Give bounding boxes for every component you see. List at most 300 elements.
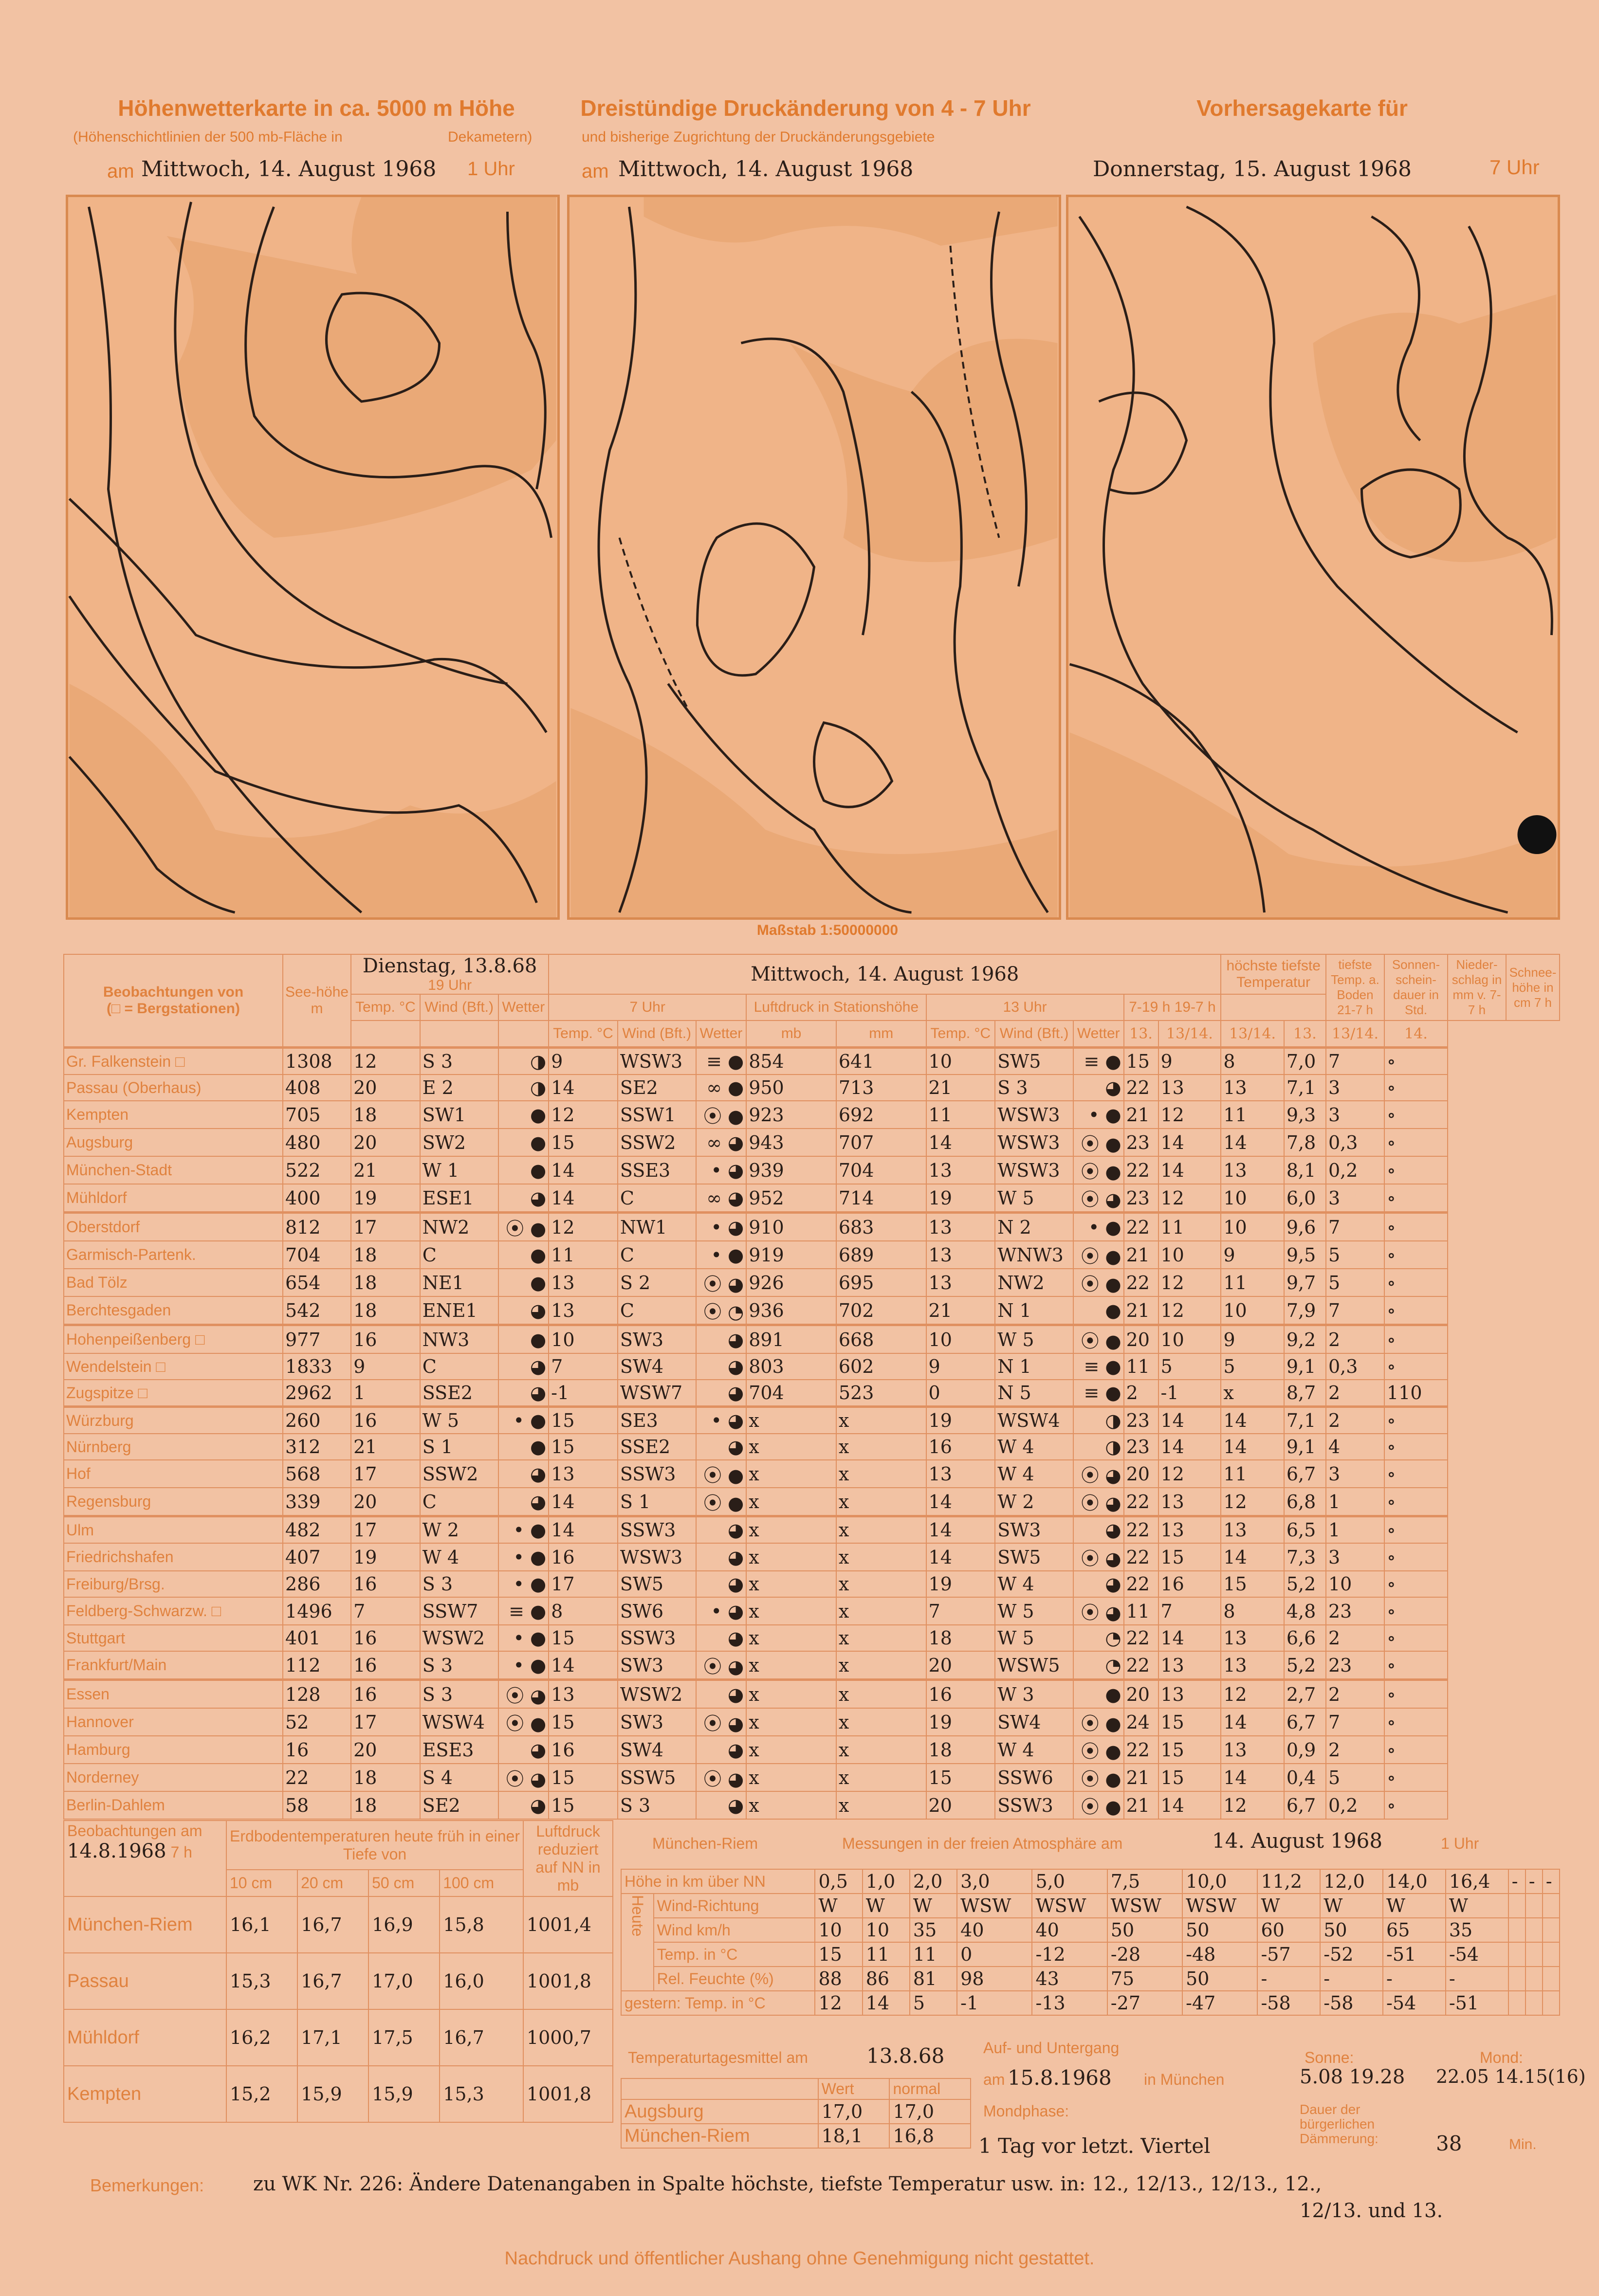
cell-value: 22	[1124, 1736, 1158, 1764]
aero-value	[1525, 1967, 1543, 1991]
aero-row-label: Wind-Richtung	[654, 1894, 815, 1918]
cell-value: ●	[498, 1101, 549, 1129]
cell-value: WSW4	[420, 1708, 498, 1736]
cell-value: 23	[1326, 1651, 1384, 1680]
cell-value: 5	[1326, 1269, 1384, 1296]
cell-value: C	[420, 1241, 498, 1269]
cell-value: 2	[1326, 1736, 1384, 1764]
cell-value: WSW2	[618, 1680, 696, 1709]
cell-value: 13	[926, 1241, 995, 1269]
cell-value: SSW2	[618, 1129, 696, 1156]
cell-value: 2	[1124, 1380, 1158, 1407]
soil-title-cell	[64, 1821, 226, 1896]
cell-value: 15	[549, 1791, 618, 1819]
cell-value: 12	[1158, 1296, 1221, 1325]
aero-value: -27	[1107, 1991, 1182, 2015]
aero-height: 12,0	[1320, 1869, 1383, 1894]
aero-value	[1508, 1918, 1525, 1942]
forecast-map	[1066, 195, 1560, 920]
soil-date: 14.8.1968	[67, 1840, 166, 1862]
cell-value: ∘	[1384, 1269, 1448, 1296]
cell-value: 9	[549, 1048, 618, 1075]
cell-value: ⦿ ◕	[1073, 1543, 1124, 1571]
obs-date-1314c: 13/14.	[1326, 1020, 1384, 1048]
soil-col-10: 10 cm	[226, 1870, 297, 1896]
cell-value: 21	[351, 1434, 420, 1460]
tm-value: 17,0	[889, 2099, 971, 2124]
cell-value: SW3	[618, 1708, 696, 1736]
cell-value: C	[618, 1184, 696, 1213]
aero-height: 2,0	[910, 1869, 957, 1894]
table-row	[64, 1651, 1560, 1680]
cell-value: x	[746, 1736, 836, 1764]
soil-station: Mühldorf	[64, 2009, 226, 2066]
cell-value: x	[746, 1407, 836, 1434]
table-row	[64, 1764, 1560, 1791]
cell-value: 0,3	[1326, 1129, 1384, 1156]
cell-value: 8	[1221, 1597, 1284, 1625]
aero-value	[1543, 1942, 1560, 1967]
cell-value: ●	[498, 1156, 549, 1184]
tm-wert: Wert	[818, 2078, 890, 2099]
aero-station: München-Riem	[652, 1835, 758, 1852]
cell-value: SSW6	[995, 1764, 1073, 1791]
aero-height: 11,2	[1257, 1869, 1320, 1894]
cell-value: SSW3	[995, 1791, 1073, 1819]
cell-value: 3	[1326, 1101, 1384, 1129]
cell-value: ◕	[696, 1434, 747, 1460]
cell-value: 23	[1124, 1434, 1158, 1460]
cell-value: 21	[1124, 1764, 1158, 1791]
cell-value: 14	[1221, 1708, 1284, 1736]
cell-value: ⦿ ◕	[498, 1680, 549, 1709]
cell-value: ≡ ●	[498, 1597, 549, 1625]
forecast-isobars	[1068, 197, 1558, 917]
aero-value: WSW	[1182, 1894, 1257, 1918]
cell-value: 16	[351, 1625, 420, 1651]
obs-mittwoch-date: Mittwoch, 14. August 1968	[751, 963, 1019, 985]
cell-value: W 4	[995, 1736, 1073, 1764]
cell-value: SW5	[995, 1048, 1073, 1075]
soil-value: 17,1	[297, 2009, 368, 2066]
obs-height-header	[283, 954, 351, 1048]
cell-value: 13	[926, 1269, 995, 1296]
cell-value: 19	[351, 1543, 420, 1571]
cell-value: W 2	[995, 1488, 1073, 1516]
cell-value: 7,1	[1284, 1407, 1326, 1434]
cell-value: ⦿ ◕	[696, 1269, 747, 1296]
obs-h2: 19-7 h	[1174, 999, 1216, 1015]
cell-value: ◕	[696, 1680, 747, 1709]
cell-value: SSE2	[618, 1434, 696, 1460]
aero-value: W	[1383, 1894, 1446, 1918]
cell-value: 2,7	[1284, 1680, 1326, 1709]
cell-value: 312	[283, 1434, 351, 1460]
map2-am: am	[582, 161, 609, 182]
sun-mond-label: Mond:	[1480, 2049, 1523, 2066]
cell-value: W 5	[995, 1184, 1073, 1213]
cell-value: ◕	[498, 1380, 549, 1407]
cell-value: ∘	[1384, 1325, 1448, 1354]
aero-value: W	[910, 1894, 957, 1918]
soil-value: 15,3	[226, 1953, 297, 2009]
table-row	[64, 1156, 1560, 1184]
cell-value: 14	[1158, 1625, 1221, 1651]
table-row	[64, 1048, 1560, 1075]
cell-value: ∘	[1384, 1488, 1448, 1516]
soil-row	[64, 2066, 613, 2122]
cell-value: 9,1	[1284, 1434, 1326, 1460]
cell-value: E 2	[420, 1075, 498, 1101]
cell-value: ⦿ ◕	[696, 1764, 747, 1791]
cell-value: ⦿ ◕	[696, 1651, 747, 1680]
cell-value: SW6	[618, 1597, 696, 1625]
sun-am: am	[983, 2071, 1005, 2088]
soil-value: 15,2	[226, 2066, 297, 2122]
aero-row	[621, 1918, 1560, 1942]
cell-value: 22	[1124, 1156, 1158, 1184]
station-name: Freiburg/Brsg.	[64, 1571, 283, 1597]
station-name: Zugspitze □	[64, 1380, 283, 1407]
cell-value: x	[836, 1571, 926, 1597]
obs-wetter-d-label: Wetter	[498, 994, 549, 1020]
cell-value: x	[746, 1460, 836, 1488]
map1-title: Höhenwetterkarte in ca. 5000 m Höhe	[118, 95, 515, 121]
cell-value: ●	[1073, 1296, 1124, 1325]
aero-date: 14. August 1968	[1212, 1829, 1383, 1853]
cell-value: NW3	[420, 1325, 498, 1354]
soil-value: 17,5	[368, 2009, 440, 2066]
cell-value: 7	[1326, 1048, 1384, 1075]
cell-value: 22	[283, 1764, 351, 1791]
cell-value: S 3	[420, 1048, 498, 1075]
cell-value: ◕	[1073, 1075, 1124, 1101]
cell-value: 11	[1124, 1597, 1158, 1625]
cell-value: x	[836, 1434, 926, 1460]
cell-value: 21	[926, 1296, 995, 1325]
aero-value: 14	[863, 1991, 910, 2015]
aero-value: -13	[1032, 1991, 1107, 2015]
cell-value: 695	[836, 1269, 926, 1296]
cell-value: 11	[926, 1101, 995, 1129]
cell-value: ∘	[1384, 1129, 1448, 1156]
table-row	[64, 1736, 1560, 1764]
cell-value: 12	[1158, 1101, 1221, 1129]
cell-value: ◕	[696, 1380, 747, 1407]
cell-value: ∘	[1384, 1791, 1448, 1819]
cell-value: 6,7	[1284, 1708, 1326, 1736]
cell-value: 705	[283, 1101, 351, 1129]
cell-value: x	[836, 1708, 926, 1736]
cell-value: ◕	[498, 1184, 549, 1213]
obs-d-date-spacer3	[498, 1020, 549, 1048]
cell-value: 9,1	[1284, 1353, 1326, 1380]
cell-value: S 3	[618, 1791, 696, 1819]
station-name: Norderney	[64, 1764, 283, 1791]
cell-value: 16	[351, 1407, 420, 1434]
cell-value: W 5	[995, 1325, 1073, 1354]
table-row	[64, 1708, 1560, 1736]
cell-value: 12	[1221, 1791, 1284, 1819]
cell-value: 14	[1221, 1407, 1284, 1434]
sun-title: Auf- und Untergang	[983, 2039, 1120, 2057]
soil-value: 1001,4	[523, 1896, 613, 1953]
station-name: Gr. Falkenstein □	[64, 1048, 283, 1075]
station-name: Augsburg	[64, 1129, 283, 1156]
cell-value: 18	[351, 1269, 420, 1296]
sun-mond: 22.05 14.15(16)	[1436, 2066, 1586, 2087]
aero-height: 14,0	[1383, 1869, 1446, 1894]
soil-title: Beobachtungen am	[67, 1822, 202, 1840]
cell-value: NW1	[618, 1213, 696, 1241]
cell-value: 17	[549, 1571, 618, 1597]
cell-value: 11	[1158, 1213, 1221, 1241]
cell-value: W 5	[420, 1407, 498, 1434]
tm-station: Augsburg	[621, 2099, 818, 2124]
obs-m13-label: 13 Uhr	[926, 994, 1124, 1020]
cell-value: ◕	[498, 1488, 549, 1516]
aero-value: -52	[1320, 1942, 1383, 1967]
aero-value: -12	[1032, 1942, 1107, 1967]
pressure-change-contours	[570, 197, 1059, 917]
cell-value: 15	[549, 1407, 618, 1434]
cell-value: • ●	[696, 1241, 747, 1269]
aero-value: -58	[1320, 1991, 1383, 2015]
cell-value: 702	[836, 1296, 926, 1325]
cell-value: 400	[283, 1184, 351, 1213]
cell-value: ⦿ ◕	[1073, 1460, 1124, 1488]
cell-value: 20	[351, 1129, 420, 1156]
station-name: Garmisch-Partenk.	[64, 1241, 283, 1269]
cell-value: ⦿ ◕	[1073, 1488, 1124, 1516]
aero-value: 12	[815, 1991, 862, 2015]
cell-value: 704	[746, 1380, 836, 1407]
soil-table	[63, 1820, 613, 2123]
cell-value: 6,7	[1284, 1460, 1326, 1488]
station-name: Bad Tölz	[64, 1269, 283, 1296]
cell-value: 1	[351, 1380, 420, 1407]
soil-erd-title: Erdbodentemperaturen heute früh in einer Tiefe von	[226, 1821, 523, 1870]
cell-value: ≡ ●	[1073, 1380, 1124, 1407]
sun-date: 15.8.1968	[1008, 2066, 1112, 2090]
cell-value: ESE3	[420, 1736, 498, 1764]
aero-value	[1508, 1894, 1525, 1918]
cell-value: 16	[1158, 1571, 1221, 1597]
table-row	[64, 1380, 1560, 1407]
cell-value: ◕	[696, 1571, 747, 1597]
station-name: Frankfurt/Main	[64, 1651, 283, 1680]
cell-value: ⦿ ◕	[696, 1708, 747, 1736]
station-name: Oberstdorf	[64, 1213, 283, 1241]
cell-value: 12	[1221, 1680, 1284, 1709]
table-row	[64, 1075, 1560, 1101]
cell-value: ⦿ ◕	[1073, 1184, 1124, 1213]
cell-value: 13	[926, 1213, 995, 1241]
cell-value: 7	[351, 1597, 420, 1625]
cell-value: 15	[549, 1434, 618, 1460]
cell-value: 14	[1158, 1407, 1221, 1434]
cell-value: SW3	[618, 1651, 696, 1680]
table-row	[64, 1488, 1560, 1516]
table-row	[64, 1269, 1560, 1296]
cell-value: S 1	[420, 1434, 498, 1460]
cell-value: 20	[351, 1075, 420, 1101]
cell-value: 13	[1221, 1075, 1284, 1101]
cell-value: 14	[549, 1184, 618, 1213]
cell-value: SSW3	[618, 1516, 696, 1544]
cell-value: 7	[1326, 1213, 1384, 1241]
obs-date-13b: 13.	[1284, 1020, 1326, 1048]
aero-row	[621, 1894, 1560, 1918]
cell-value: 19	[926, 1407, 995, 1434]
cell-value: 11	[1221, 1269, 1284, 1296]
cell-value: WSW3	[618, 1543, 696, 1571]
cell-value: 14	[549, 1488, 618, 1516]
cell-value: 7	[926, 1597, 995, 1625]
cell-value: ◕	[498, 1791, 549, 1819]
cell-value: 1308	[283, 1048, 351, 1075]
cell-value: WSW4	[995, 1407, 1073, 1434]
cell-value: 112	[283, 1651, 351, 1680]
cell-value: 568	[283, 1460, 351, 1488]
cell-value: 24	[1124, 1708, 1158, 1736]
cell-value: 12	[549, 1101, 618, 1129]
cell-value: x	[836, 1791, 926, 1819]
cell-value: ∘	[1384, 1213, 1448, 1241]
cell-value: 13	[1158, 1075, 1221, 1101]
aero-value: 81	[910, 1967, 957, 1991]
aero-value: 60	[1257, 1918, 1320, 1942]
soil-value: 16,0	[440, 1953, 523, 2009]
cell-value: x	[746, 1791, 836, 1819]
aero-value: WSW	[1107, 1894, 1182, 1918]
aero-row-label: Rel. Feuchte (%)	[654, 1967, 815, 1991]
cell-value: ⦿ ●	[696, 1101, 747, 1129]
map2-subtitle: und bisherige Zugrichtung der Druckänderungsgebiete	[582, 129, 935, 145]
cell-value: 2	[1326, 1680, 1384, 1709]
cell-value: x	[836, 1488, 926, 1516]
cell-value: 5	[1326, 1241, 1384, 1269]
table-row	[64, 1184, 1560, 1213]
cell-value: ●	[498, 1241, 549, 1269]
station-name: Wendelstein □	[64, 1353, 283, 1380]
cell-value: S 3	[420, 1571, 498, 1597]
cell-value: 9	[1221, 1241, 1284, 1269]
cell-value: 13	[549, 1460, 618, 1488]
cell-value: ●	[498, 1434, 549, 1460]
station-name: Hohenpeißenberg □	[64, 1325, 283, 1354]
table-row	[64, 1680, 1560, 1709]
cell-value: 15	[1221, 1571, 1284, 1597]
cell-value: 21	[351, 1156, 420, 1184]
cell-value: 58	[283, 1791, 351, 1819]
cell-value: SSW1	[618, 1101, 696, 1129]
table-row	[64, 1791, 1560, 1819]
cell-value: 13	[1158, 1488, 1221, 1516]
cell-value: 16	[351, 1651, 420, 1680]
cell-value: ⦿ ●	[1073, 1269, 1124, 1296]
cell-value: 15	[1158, 1764, 1221, 1791]
cell-value: • ●	[498, 1651, 549, 1680]
cell-value: x	[836, 1407, 926, 1434]
tm-row	[621, 2099, 971, 2124]
cell-value: 21	[1124, 1241, 1158, 1269]
cell-value: ◑	[1073, 1407, 1124, 1434]
obs-station-header	[64, 954, 283, 1048]
aero-value: 43	[1032, 1967, 1107, 1991]
cell-value: 8	[549, 1597, 618, 1625]
cell-value: SW3	[618, 1325, 696, 1354]
cell-value: SW3	[995, 1516, 1073, 1544]
aero-value	[1543, 1991, 1560, 2015]
table-row	[64, 1353, 1560, 1380]
cell-value: ENE1	[420, 1296, 498, 1325]
obs-wetter-7-label: Wetter	[696, 1020, 747, 1048]
cell-value: 9	[1158, 1048, 1221, 1075]
cell-value: • ◕	[696, 1407, 747, 1434]
cell-value: ⦿ ●	[1073, 1764, 1124, 1791]
cell-value: 22	[1124, 1488, 1158, 1516]
aero-value: -	[1383, 1967, 1446, 1991]
cell-value: ∞ ◕	[696, 1129, 747, 1156]
aero-rows	[621, 1894, 1560, 2015]
cell-value: 1	[1326, 1488, 1384, 1516]
cell-value: 5	[1221, 1353, 1284, 1380]
obs-temp-7-label: Temp. °C	[549, 1020, 618, 1048]
cell-value: 19	[926, 1184, 995, 1213]
aero-time: 1 Uhr	[1441, 1835, 1479, 1852]
cell-value: W 4	[420, 1543, 498, 1571]
obs-beob-label: Beobachtungen von	[103, 984, 244, 1000]
cell-value: SSW5	[618, 1764, 696, 1791]
cell-value: 482	[283, 1516, 351, 1544]
cell-value: 13	[1221, 1156, 1284, 1184]
cell-value: 10	[1221, 1213, 1284, 1241]
cell-value: 0,3	[1326, 1353, 1384, 1380]
cell-value: W 1	[420, 1156, 498, 1184]
obs-mb-label: mb	[746, 1020, 836, 1048]
aero-value: 11	[863, 1942, 910, 1967]
cell-value: WSW7	[618, 1380, 696, 1407]
cell-value: x	[746, 1571, 836, 1597]
soil-value: 16,1	[226, 1896, 297, 1953]
cell-value: 13	[1221, 1736, 1284, 1764]
table-row	[64, 1101, 1560, 1129]
cell-value: 14	[926, 1488, 995, 1516]
cell-value: 926	[746, 1269, 836, 1296]
aero-title: Messungen in der freien Atmosphäre am	[842, 1835, 1123, 1852]
cell-value: ⦿ ●	[498, 1213, 549, 1241]
cell-value: 4	[1326, 1434, 1384, 1460]
soil-value: 16,7	[297, 1953, 368, 2009]
table-row	[64, 1597, 1560, 1625]
cell-value: 10	[1158, 1241, 1221, 1269]
cell-value: 5,2	[1284, 1571, 1326, 1597]
aero-value	[1525, 1894, 1543, 1918]
cell-value: C	[420, 1353, 498, 1380]
cell-value: 9,2	[1284, 1325, 1326, 1354]
cell-value: 7,1	[1284, 1075, 1326, 1101]
pressure-change-map	[567, 195, 1061, 920]
cell-value: 910	[746, 1213, 836, 1241]
station-name: München-Stadt	[64, 1156, 283, 1184]
cell-value: 14	[1221, 1764, 1284, 1791]
aero-heute-label: Heute	[621, 1894, 654, 1991]
cell-value: 0,9	[1284, 1736, 1326, 1764]
cell-value: ∘	[1384, 1708, 1448, 1736]
cell-value: ⦿ ◔	[696, 1296, 747, 1325]
cell-value: SW4	[618, 1353, 696, 1380]
